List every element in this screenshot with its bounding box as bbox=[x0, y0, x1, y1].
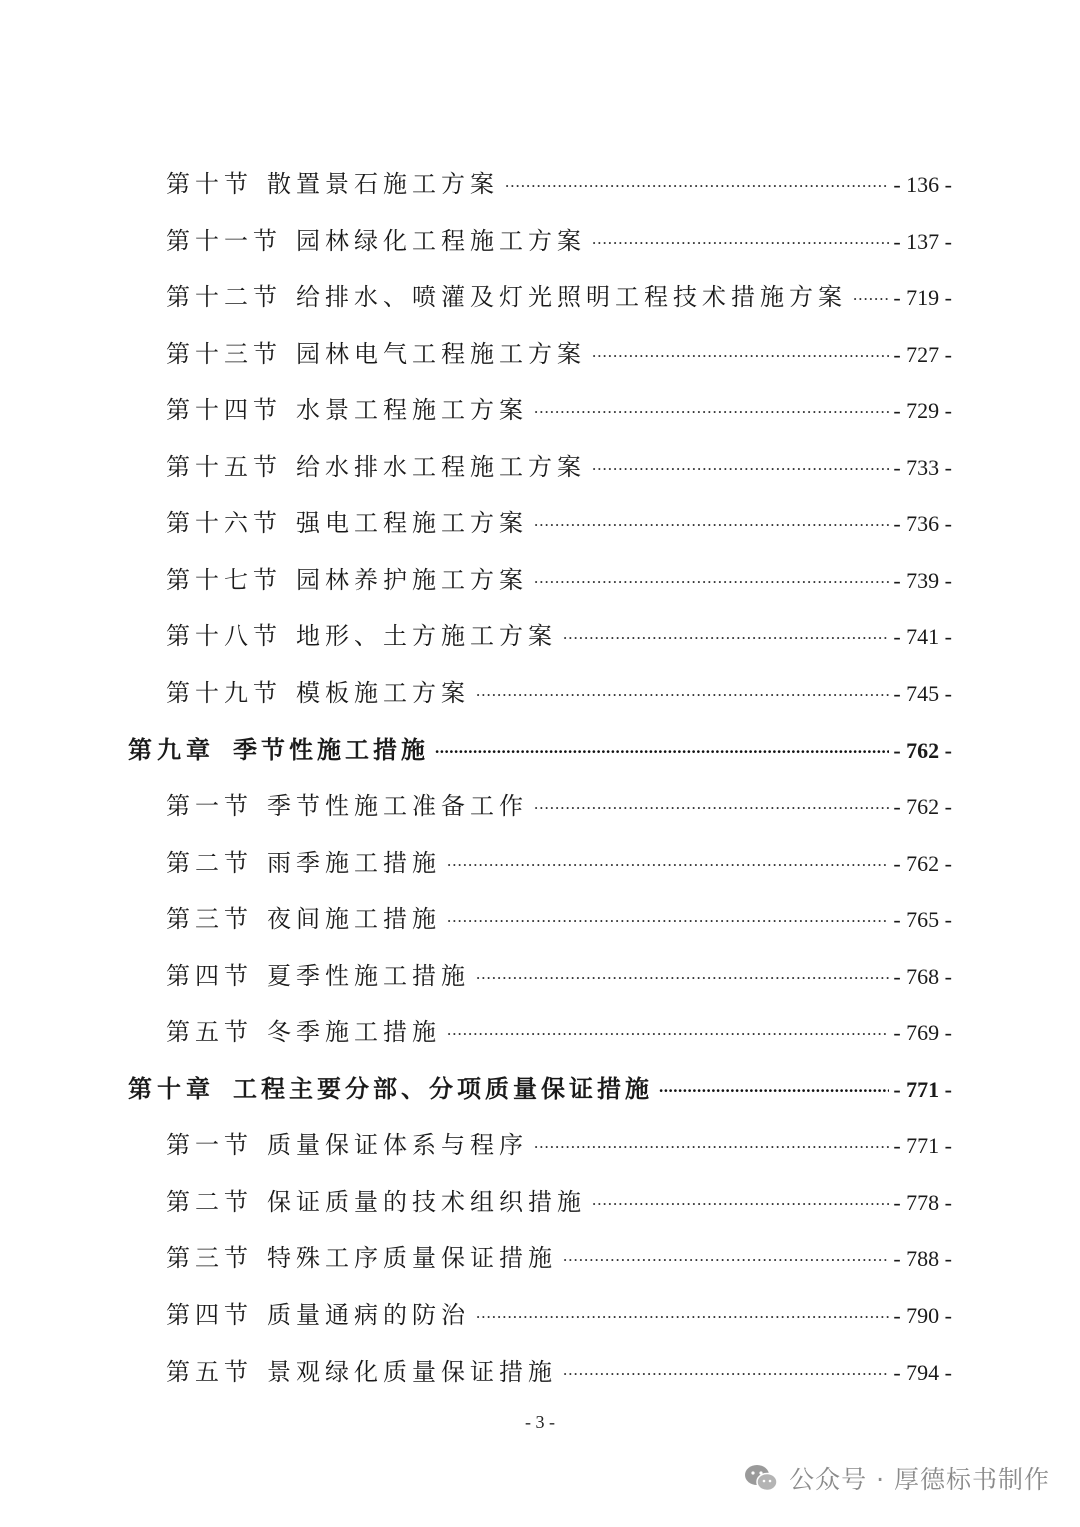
toc-section-entry bbox=[166, 503, 952, 543]
toc-entry-title: 强电工程施工方案 bbox=[296, 509, 528, 538]
toc-entry-label: 第三节 bbox=[166, 905, 253, 934]
toc-dot-leader bbox=[447, 847, 889, 871]
toc-entry-label: 第十一节 bbox=[166, 226, 282, 255]
toc-section-entry bbox=[166, 447, 952, 487]
toc-dot-leader bbox=[563, 1356, 889, 1380]
toc-entry-title: 园林养护施工方案 bbox=[296, 565, 528, 594]
toc-section-entry bbox=[166, 899, 952, 939]
toc-entry-page: - 741 - bbox=[893, 624, 952, 650]
toc-section-entry bbox=[166, 221, 952, 261]
toc-section-entry bbox=[166, 616, 952, 656]
toc-entry-page: - 788 - bbox=[893, 1246, 952, 1272]
toc-dot-leader bbox=[659, 1073, 889, 1097]
toc-entry-label: 第九章 bbox=[128, 734, 215, 764]
toc-entry-title: 水景工程施工方案 bbox=[296, 396, 528, 425]
toc-entry-title: 工程主要分部、分项质量保证措施 bbox=[233, 1073, 653, 1103]
toc-entry-title: 夏季性施工措施 bbox=[267, 961, 470, 990]
toc-entry-label: 第二节 bbox=[166, 1187, 253, 1216]
toc-entry-page: - 719 - bbox=[893, 285, 952, 311]
toc-entry-label: 第十七节 bbox=[166, 565, 282, 594]
toc-entry-label: 第十九节 bbox=[166, 678, 282, 707]
toc-entry-title: 质量通病的防治 bbox=[267, 1301, 470, 1329]
toc-entry-label: 第一节 bbox=[166, 792, 253, 821]
toc-entry-label: 第三节 bbox=[166, 1244, 253, 1273]
toc-chapter-entry bbox=[128, 730, 952, 770]
toc-dot-leader bbox=[534, 1129, 889, 1153]
toc-section-entry bbox=[166, 843, 952, 883]
toc-dot-leader bbox=[476, 960, 889, 984]
toc-entry-title: 特殊工序质量保证措施 bbox=[267, 1244, 557, 1273]
toc-entry-page: - 729 - bbox=[893, 398, 952, 424]
toc-section-entry bbox=[166, 277, 952, 317]
toc-entry-page: - 137 - bbox=[893, 228, 952, 254]
toc-entry-title: 园林电气工程施工方案 bbox=[296, 339, 586, 368]
toc-dot-leader bbox=[592, 225, 889, 249]
toc-dot-leader bbox=[447, 903, 889, 927]
toc-entry-title: 季节性施工措施 bbox=[233, 734, 429, 764]
toc-section-entry bbox=[166, 560, 952, 600]
toc-section-entry bbox=[166, 956, 952, 996]
toc-entry-page: - 739 - bbox=[893, 567, 952, 593]
toc-entry-title: 模板施工方案 bbox=[296, 678, 470, 707]
toc-entry-page: - 136 - bbox=[893, 172, 952, 197]
toc-chapter-entry bbox=[128, 1069, 952, 1109]
watermark-text: 公众号 · 厚德标书制作 bbox=[789, 1465, 1050, 1494]
toc-dot-leader bbox=[534, 564, 889, 588]
toc-section-entry bbox=[166, 673, 952, 713]
toc-section-entry bbox=[166, 334, 952, 374]
toc-entry-label: 第一节 bbox=[166, 1131, 253, 1160]
toc-entry-page: - 771 - bbox=[893, 1133, 952, 1159]
toc-entry-page: - 745 - bbox=[893, 680, 952, 706]
toc-entry-label: 第四节 bbox=[166, 961, 253, 990]
toc-entry-label: 第十三节 bbox=[166, 339, 282, 368]
toc-entry-label: 第四节 bbox=[166, 1301, 253, 1329]
toc-section-entry bbox=[166, 1125, 952, 1165]
toc-entry-page: - 736 - bbox=[893, 511, 952, 537]
toc-dot-leader bbox=[476, 1299, 889, 1323]
toc-entry-label: 第二节 bbox=[166, 848, 253, 877]
toc-entry-label: 第十八节 bbox=[166, 622, 282, 651]
toc-section-entry bbox=[166, 1352, 952, 1392]
toc-entry-page: - 765 - bbox=[893, 907, 952, 933]
toc-entry-label: 第十四节 bbox=[166, 396, 282, 425]
toc-entry-page: - 768 - bbox=[893, 963, 952, 989]
toc-entry-title: 景观绿化质量保证措施 bbox=[267, 1357, 557, 1386]
toc-entry-page: - 771 - bbox=[893, 1076, 952, 1102]
toc-entry-title: 给排水、喷灌及灯光照明工程技术措施方案 bbox=[296, 283, 847, 312]
toc-section-entry bbox=[166, 1238, 952, 1278]
wechat-watermark bbox=[743, 1460, 1050, 1496]
toc-entry-title: 雨季施工措施 bbox=[267, 848, 441, 877]
wechat-icon bbox=[743, 1463, 779, 1493]
toc-dot-leader bbox=[853, 281, 889, 305]
toc-section-entry bbox=[166, 1295, 952, 1335]
toc-entry-title: 园林绿化工程施工方案 bbox=[296, 226, 586, 255]
toc-section-entry bbox=[166, 164, 952, 204]
toc-entry-label: 第五节 bbox=[166, 1018, 253, 1047]
toc-dot-leader bbox=[534, 507, 889, 531]
toc-dot-leader bbox=[592, 451, 889, 475]
toc-section-entry bbox=[166, 390, 952, 430]
toc-dot-leader bbox=[563, 1242, 889, 1266]
toc-entry-label: 第十六节 bbox=[166, 509, 282, 538]
toc-dot-leader bbox=[592, 338, 889, 362]
toc-entry-title: 给水排水工程施工方案 bbox=[296, 452, 586, 481]
toc-entry-title: 地形、土方施工方案 bbox=[296, 622, 557, 651]
toc-section-entry bbox=[166, 786, 952, 826]
toc-entry-title: 冬季施工措施 bbox=[267, 1018, 441, 1047]
toc-entry-page: - 794 - bbox=[893, 1359, 952, 1385]
toc-section-entry bbox=[166, 1182, 952, 1222]
toc-dot-leader bbox=[447, 1016, 889, 1040]
toc-entry-page: - 733 - bbox=[893, 454, 952, 480]
toc-dot-leader bbox=[563, 620, 889, 644]
toc-dot-leader bbox=[534, 790, 889, 814]
toc-dot-leader bbox=[505, 168, 889, 192]
toc-entry-page: - 790 - bbox=[893, 1303, 952, 1328]
toc-entry-page: - 762 - bbox=[893, 850, 952, 876]
toc-entry-label: 第十节 bbox=[166, 170, 253, 198]
toc-entry-title: 夜间施工措施 bbox=[267, 905, 441, 934]
toc-entry-page: - 762 - bbox=[893, 794, 952, 820]
toc-entry-page: - 778 - bbox=[893, 1189, 952, 1215]
toc-dot-leader bbox=[476, 677, 889, 701]
toc-entry-label: 第五节 bbox=[166, 1357, 253, 1386]
toc-entry-title: 保证质量的技术组织措施 bbox=[267, 1187, 586, 1216]
toc-entry-label: 第十章 bbox=[128, 1073, 215, 1103]
page-number: - 3 - bbox=[525, 1412, 555, 1432]
toc-entry-title: 质量保证体系与程序 bbox=[267, 1131, 528, 1160]
toc-entry-page: - 762 - bbox=[893, 737, 952, 763]
toc-entry-title: 散置景石施工方案 bbox=[267, 170, 499, 198]
toc-entry-page: - 727 - bbox=[893, 341, 952, 367]
toc-dot-leader bbox=[592, 1186, 889, 1210]
toc-entry-title: 季节性施工准备工作 bbox=[267, 792, 528, 821]
toc-section-entry bbox=[166, 1012, 952, 1052]
toc-entry-label: 第十二节 bbox=[166, 283, 282, 312]
toc-entry-page: - 769 - bbox=[893, 1020, 952, 1046]
toc-dot-leader bbox=[435, 734, 889, 758]
toc-dot-leader bbox=[534, 394, 889, 418]
toc-entry-label: 第十五节 bbox=[166, 452, 282, 481]
